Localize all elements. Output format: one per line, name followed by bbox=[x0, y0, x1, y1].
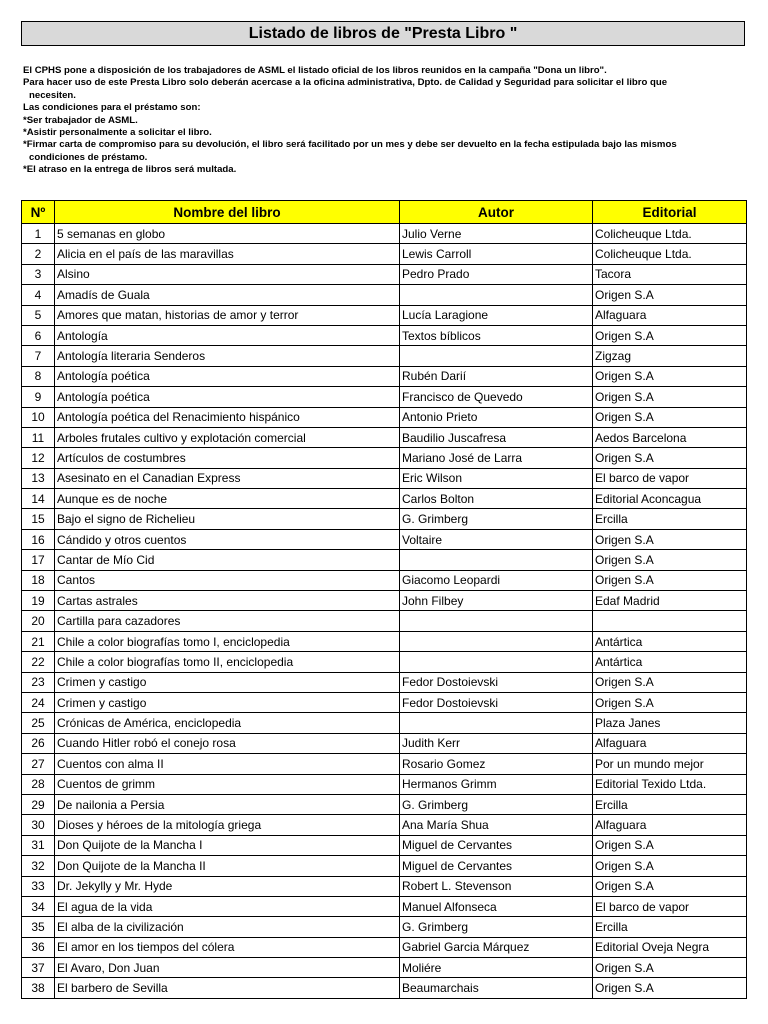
table-row bbox=[22, 917, 747, 937]
cell-publisher: Antártica bbox=[593, 631, 747, 651]
table-row bbox=[22, 652, 747, 672]
cell-publisher: Origen S.A bbox=[593, 448, 747, 468]
table-row bbox=[22, 733, 747, 753]
cell-book-name: Bajo el signo de Richelieu bbox=[55, 509, 400, 529]
cell-book-name: De nailonia a Persia bbox=[55, 794, 400, 814]
cell-author: Baudilio Juscafresa bbox=[400, 427, 593, 447]
table-row bbox=[22, 346, 747, 366]
header-author: Autor bbox=[400, 201, 593, 224]
cell-number: 10 bbox=[22, 407, 55, 427]
cell-publisher: Origen S.A bbox=[593, 550, 747, 570]
table-row bbox=[22, 305, 747, 325]
cell-book-name: El alba de la civilización bbox=[55, 917, 400, 937]
cell-author bbox=[400, 652, 593, 672]
cell-number: 30 bbox=[22, 815, 55, 835]
cell-number: 27 bbox=[22, 754, 55, 774]
table-row bbox=[22, 448, 747, 468]
cell-book-name: Crimen y castigo bbox=[55, 672, 400, 692]
cell-author bbox=[400, 713, 593, 733]
cell-number: 18 bbox=[22, 570, 55, 590]
intro-line: necesiten. bbox=[29, 89, 76, 101]
cell-publisher: Alfaguara bbox=[593, 733, 747, 753]
table-row bbox=[22, 529, 747, 549]
intro-line: condiciones de préstamo. bbox=[29, 151, 148, 163]
cell-author: Robert L. Stevenson bbox=[400, 876, 593, 896]
cell-author: Rosario Gomez bbox=[400, 754, 593, 774]
table-row bbox=[22, 407, 747, 427]
cell-author: G. Grimberg bbox=[400, 917, 593, 937]
cell-publisher: Aedos Barcelona bbox=[593, 427, 747, 447]
cell-author: John Filbey bbox=[400, 591, 593, 611]
cell-number: 32 bbox=[22, 856, 55, 876]
cell-book-name: Cándido y otros cuentos bbox=[55, 529, 400, 549]
table-row bbox=[22, 611, 747, 631]
cell-book-name: Arboles frutales cultivo y explotación comercial bbox=[55, 427, 400, 447]
intro-line: *Firmar carta de compromiso para su devolución, el libro será facilitado por un mes y debe ser devuelto en la fecha estipulada bajo las mismos bbox=[23, 139, 677, 151]
cell-book-name: Antología literaria Senderos bbox=[55, 346, 400, 366]
cell-publisher: Origen S.A bbox=[593, 570, 747, 590]
cell-publisher: Origen S.A bbox=[593, 407, 747, 427]
cell-author bbox=[400, 346, 593, 366]
cell-publisher: Origen S.A bbox=[593, 285, 747, 305]
cell-book-name: El barbero de Sevilla bbox=[55, 978, 400, 998]
cell-book-name: Dioses y héroes de la mitología griega bbox=[55, 815, 400, 835]
cell-number: 6 bbox=[22, 325, 55, 345]
cell-publisher: Colicheuque Ltda. bbox=[593, 244, 747, 264]
cell-publisher: Origen S.A bbox=[593, 672, 747, 692]
cell-author: Ana María Shua bbox=[400, 815, 593, 835]
cell-author: Textos bíblicos bbox=[400, 325, 593, 345]
cell-publisher: Editorial Texido Ltda. bbox=[593, 774, 747, 794]
table-row bbox=[22, 754, 747, 774]
intro-line: *Ser trabajador de ASML. bbox=[23, 114, 138, 126]
cell-book-name: Dr. Jekylly y Mr. Hyde bbox=[55, 876, 400, 896]
cell-publisher: Ercilla bbox=[593, 509, 747, 529]
cell-author bbox=[400, 611, 593, 631]
cell-publisher: Origen S.A bbox=[593, 958, 747, 978]
cell-book-name: Cuando Hitler robó el conejo rosa bbox=[55, 733, 400, 753]
cell-number: 23 bbox=[22, 672, 55, 692]
cell-author: Julio Verne bbox=[400, 224, 593, 244]
cell-author: Rubén Darií bbox=[400, 366, 593, 386]
cell-author: Hermanos Grimm bbox=[400, 774, 593, 794]
cell-author: Judith Kerr bbox=[400, 733, 593, 753]
table-row bbox=[22, 591, 747, 611]
table-row bbox=[22, 856, 747, 876]
cell-author: Fedor Dostoievski bbox=[400, 672, 593, 692]
cell-author: Beaumarchais bbox=[400, 978, 593, 998]
cell-publisher: Origen S.A bbox=[593, 325, 747, 345]
cell-book-name: El agua de la vida bbox=[55, 896, 400, 916]
table-row bbox=[22, 631, 747, 651]
table-row bbox=[22, 509, 747, 529]
cell-number: 25 bbox=[22, 713, 55, 733]
table-row bbox=[22, 937, 747, 957]
books-table bbox=[21, 200, 747, 999]
cell-publisher: Origen S.A bbox=[593, 876, 747, 896]
table-row bbox=[22, 958, 747, 978]
cell-number: 21 bbox=[22, 631, 55, 651]
table-row bbox=[22, 774, 747, 794]
table-row bbox=[22, 835, 747, 855]
cell-publisher: El barco de vapor bbox=[593, 468, 747, 488]
cell-number: 19 bbox=[22, 591, 55, 611]
cell-book-name: Amadís de Guala bbox=[55, 285, 400, 305]
books-table-body bbox=[22, 224, 747, 999]
cell-author: Lucía Laragione bbox=[400, 305, 593, 325]
cell-number: 29 bbox=[22, 794, 55, 814]
cell-number: 22 bbox=[22, 652, 55, 672]
cell-publisher: Origen S.A bbox=[593, 692, 747, 712]
cell-author: Eric Wilson bbox=[400, 468, 593, 488]
cell-book-name: Cartas astrales bbox=[55, 591, 400, 611]
cell-publisher bbox=[593, 611, 747, 631]
cell-publisher: Alfaguara bbox=[593, 815, 747, 835]
cell-publisher: Ercilla bbox=[593, 917, 747, 937]
table-row bbox=[22, 672, 747, 692]
cell-number: 2 bbox=[22, 244, 55, 264]
cell-number: 4 bbox=[22, 285, 55, 305]
cell-author: Voltaire bbox=[400, 529, 593, 549]
cell-book-name: Artículos de costumbres bbox=[55, 448, 400, 468]
cell-book-name: Cantos bbox=[55, 570, 400, 590]
cell-book-name: El amor en los tiempos del cólera bbox=[55, 937, 400, 957]
cell-publisher: Colicheuque Ltda. bbox=[593, 224, 747, 244]
cell-author: Fedor Dostoievski bbox=[400, 692, 593, 712]
header-book-name: Nombre del libro bbox=[55, 201, 400, 224]
table-row bbox=[22, 224, 747, 244]
table-header-row bbox=[22, 201, 747, 224]
cell-book-name: Cantar de Mío Cid bbox=[55, 550, 400, 570]
cell-number: 7 bbox=[22, 346, 55, 366]
table-row bbox=[22, 815, 747, 835]
table-row bbox=[22, 489, 747, 509]
cell-number: 33 bbox=[22, 876, 55, 896]
cell-number: 24 bbox=[22, 692, 55, 712]
table-row bbox=[22, 427, 747, 447]
cell-publisher: Origen S.A bbox=[593, 366, 747, 386]
cell-number: 8 bbox=[22, 366, 55, 386]
cell-number: 5 bbox=[22, 305, 55, 325]
table-row bbox=[22, 285, 747, 305]
table-row bbox=[22, 876, 747, 896]
cell-publisher: Antártica bbox=[593, 652, 747, 672]
intro-line: *El atraso en la entrega de libros será multada. bbox=[23, 164, 237, 176]
intro-line: Para hacer uso de este Presta Libro solo deberán acercase a la oficina administrativa, Dpto. de Calidad y Seguridad para solicitar el libro que bbox=[23, 77, 668, 89]
cell-number: 15 bbox=[22, 509, 55, 529]
table-row bbox=[22, 387, 747, 407]
cell-book-name: Alsino bbox=[55, 264, 400, 284]
cell-book-name: Cartilla para cazadores bbox=[55, 611, 400, 631]
cell-book-name: Alicia en el país de las maravillas bbox=[55, 244, 400, 264]
cell-number: 37 bbox=[22, 958, 55, 978]
cell-publisher: Plaza Janes bbox=[593, 713, 747, 733]
intro-line: El CPHS pone a disposición de los trabajadores de ASML el listado oficial de los libros reunidos en la campaña "Dona un libro". bbox=[23, 65, 607, 76]
cell-number: 28 bbox=[22, 774, 55, 794]
table-row bbox=[22, 366, 747, 386]
cell-author: Miguel de Cervantes bbox=[400, 856, 593, 876]
cell-book-name: Cuentos de grimm bbox=[55, 774, 400, 794]
cell-publisher: Origen S.A bbox=[593, 835, 747, 855]
cell-publisher: Zigzag bbox=[593, 346, 747, 366]
cell-author bbox=[400, 550, 593, 570]
cell-author: G. Grimberg bbox=[400, 794, 593, 814]
cell-author: G. Grimberg bbox=[400, 509, 593, 529]
cell-publisher: Por un mundo mejor bbox=[593, 754, 747, 774]
cell-author: Gabriel Garcia Márquez bbox=[400, 937, 593, 957]
cell-number: 26 bbox=[22, 733, 55, 753]
cell-number: 20 bbox=[22, 611, 55, 631]
table-row bbox=[22, 325, 747, 345]
cell-number: 35 bbox=[22, 917, 55, 937]
cell-book-name: Antología poética del Renacimiento hispánico bbox=[55, 407, 400, 427]
cell-publisher: Tacora bbox=[593, 264, 747, 284]
cell-author: Giacomo Leopardi bbox=[400, 570, 593, 590]
cell-publisher: Origen S.A bbox=[593, 529, 747, 549]
cell-number: 13 bbox=[22, 468, 55, 488]
cell-publisher: Alfaguara bbox=[593, 305, 747, 325]
cell-publisher: Edaf Madrid bbox=[593, 591, 747, 611]
table-row bbox=[22, 244, 747, 264]
intro-text bbox=[23, 65, 738, 177]
cell-author: Antonio Prieto bbox=[400, 407, 593, 427]
cell-book-name: Asesinato en el Canadian Express bbox=[55, 468, 400, 488]
cell-author bbox=[400, 631, 593, 651]
cell-number: 3 bbox=[22, 264, 55, 284]
cell-book-name: Crónicas de América, enciclopedia bbox=[55, 713, 400, 733]
cell-author: Francisco de Quevedo bbox=[400, 387, 593, 407]
cell-author: Carlos Bolton bbox=[400, 489, 593, 509]
cell-book-name: Amores que matan, historias de amor y terror bbox=[55, 305, 400, 325]
cell-publisher: El barco de vapor bbox=[593, 896, 747, 916]
cell-number: 11 bbox=[22, 427, 55, 447]
cell-book-name: Don Quijote de la Mancha II bbox=[55, 856, 400, 876]
header-publisher: Editorial bbox=[593, 201, 747, 224]
cell-number: 36 bbox=[22, 937, 55, 957]
cell-number: 9 bbox=[22, 387, 55, 407]
cell-publisher: Origen S.A bbox=[593, 387, 747, 407]
table-row bbox=[22, 692, 747, 712]
cell-author: Manuel Alfonseca bbox=[400, 896, 593, 916]
cell-author bbox=[400, 285, 593, 305]
page-title: Listado de libros de "Presta Libro " bbox=[21, 21, 745, 46]
table-row bbox=[22, 550, 747, 570]
intro-line: *Asistir personalmente a solicitar el libro. bbox=[23, 127, 212, 139]
cell-publisher: Origen S.A bbox=[593, 978, 747, 998]
cell-publisher: Origen S.A bbox=[593, 856, 747, 876]
table-row bbox=[22, 264, 747, 284]
cell-number: 16 bbox=[22, 529, 55, 549]
cell-number: 1 bbox=[22, 224, 55, 244]
table-row bbox=[22, 468, 747, 488]
intro-line: Las condiciones para el préstamo son: bbox=[23, 102, 201, 114]
cell-author: Moliére bbox=[400, 958, 593, 978]
cell-book-name: Chile a color biografías tomo I, enciclopedia bbox=[55, 631, 400, 651]
cell-book-name: Aunque es de noche bbox=[55, 489, 400, 509]
cell-publisher: Ercilla bbox=[593, 794, 747, 814]
cell-book-name: Chile a color biografías tomo II, enciclopedia bbox=[55, 652, 400, 672]
cell-book-name: 5 semanas en globo bbox=[55, 224, 400, 244]
cell-number: 14 bbox=[22, 489, 55, 509]
cell-book-name: El Avaro, Don Juan bbox=[55, 958, 400, 978]
cell-book-name: Crimen y castigo bbox=[55, 692, 400, 712]
cell-publisher: Editorial Oveja Negra bbox=[593, 937, 747, 957]
table-row bbox=[22, 794, 747, 814]
cell-book-name: Antología bbox=[55, 325, 400, 345]
cell-book-name: Antología poética bbox=[55, 387, 400, 407]
header-number: Nº bbox=[22, 201, 55, 224]
cell-book-name: Cuentos con alma II bbox=[55, 754, 400, 774]
cell-author: Lewis Carroll bbox=[400, 244, 593, 264]
table-row bbox=[22, 896, 747, 916]
cell-number: 17 bbox=[22, 550, 55, 570]
cell-author: Pedro Prado bbox=[400, 264, 593, 284]
cell-book-name: Antología poética bbox=[55, 366, 400, 386]
cell-number: 31 bbox=[22, 835, 55, 855]
cell-author: Mariano José de Larra bbox=[400, 448, 593, 468]
table-row bbox=[22, 713, 747, 733]
table-row bbox=[22, 978, 747, 998]
cell-number: 38 bbox=[22, 978, 55, 998]
cell-number: 34 bbox=[22, 896, 55, 916]
cell-book-name: Don Quijote de la Mancha I bbox=[55, 835, 400, 855]
table-row bbox=[22, 570, 747, 590]
cell-author: Miguel de Cervantes bbox=[400, 835, 593, 855]
cell-publisher: Editorial Aconcagua bbox=[593, 489, 747, 509]
cell-number: 12 bbox=[22, 448, 55, 468]
